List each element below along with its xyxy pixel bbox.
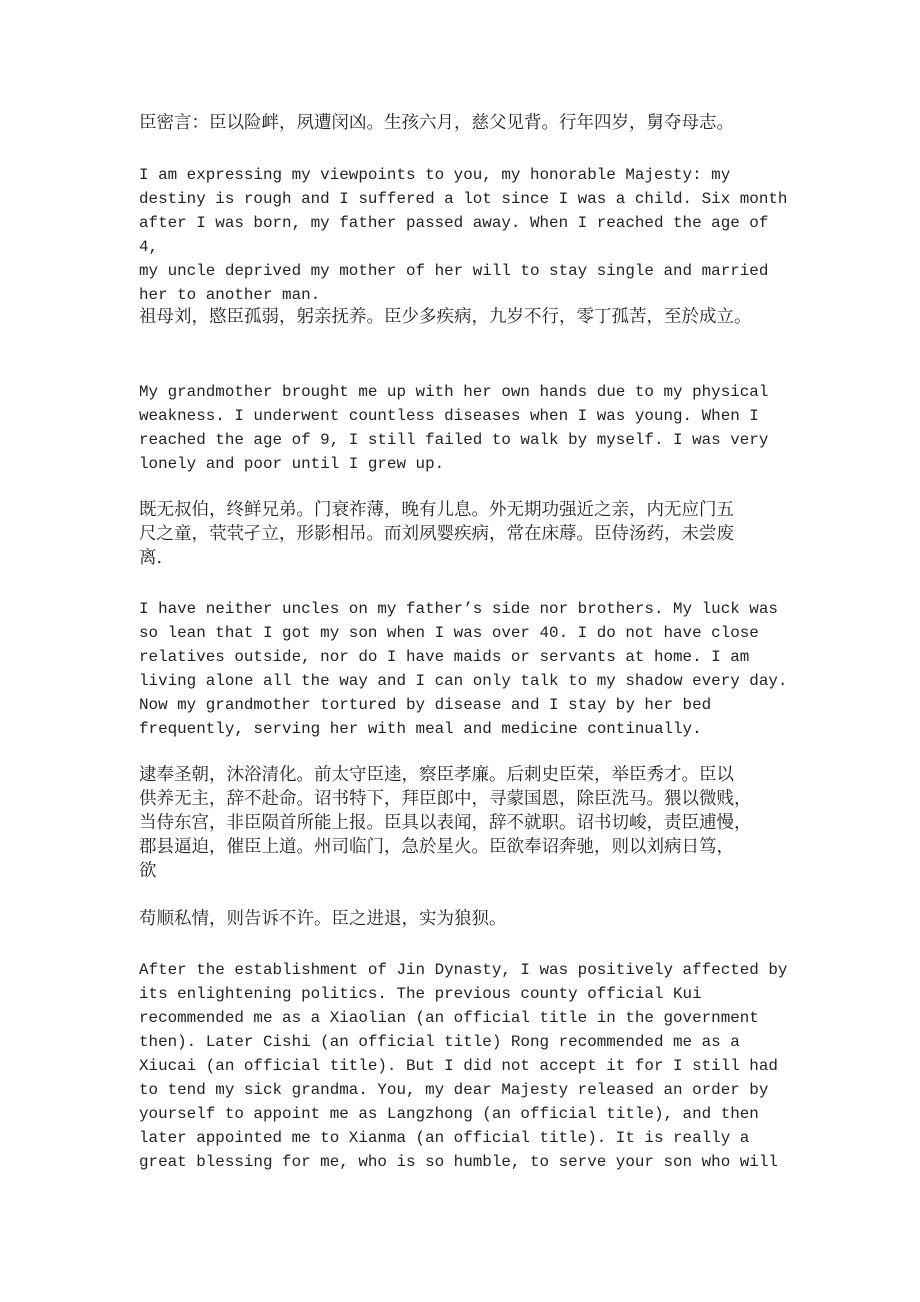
- paragraph-en-2: My grandmother brought me up with her own hands due to my physical weakness. I underwent countless diseases when I was young. When I reached the age of 9, I still failed to walk by myself. I was very lonely and poor until I grew up.: [139, 383, 769, 473]
- paragraph-en-3: I have neither uncles on my father’s side nor brothers. My luck was so lean that I got my son when I was over 40. I do not have close relatives outside, nor do I have maids or servants at home. I am living alone all the way and I can only talk to my shadow every day. Now my grandmother tortured by disease and I stay by her bed frequently, serving her with meal and medicine continually.: [139, 600, 788, 738]
- paragraph-en-4: After the establishment of Jin Dynasty, I was positively affected by its enlightening politics. The previous county official Kui recommended me as a Xiaolian (an official title in the government then). Later Cishi (an official title) Rong recommended me as a Xiucai (an official title). But I did not accept it for I still had to tend my sick grandma. You, my dear Majesty released an order by yourself to appoint me as Langzhong (an official title), and then later appointed me to Xianma (an official title). It is really a great blessing for me, who is so humble, to serve your son who will: [139, 961, 788, 1171]
- paragraph-en-1: I am expressing my viewpoints to you, my honorable Majesty: my destiny is rough and I suffered a lot since I was a child. Six month after I was born, my father passed away. When I reached the age of 4, my uncle deprived my mother of her will to stay single and married her to another man.: [139, 166, 788, 304]
- paragraph-zh-5: 苟顺私情，则告诉不许。臣之进退，实为狼狈。: [139, 909, 507, 929]
- paragraph-zh-3: 既无叔伯，终鲜兄弟。门衰祚薄，晚有儿息。外无期功强近之亲，内无应门五 尺之童，茕茕孑立，形影相吊。而刘夙婴疾病，常在床蓐。臣侍汤药，未尝废 离.: [139, 500, 734, 568]
- paragraph-zh-2: 祖母刘，愍臣孤弱，躬亲抚养。臣少多疾病，九岁不行，零丁孤苦，至於成立。: [139, 307, 752, 327]
- paragraph-zh-1: 臣密言：臣以险衅，夙遭闵凶。生孩六月，慈父见背。行年四岁，舅夺母志。: [139, 113, 734, 133]
- paragraph-zh-4: 逮奉圣朝，沐浴清化。前太守臣逵，察臣孝廉。后刺史臣荣，举臣秀才。臣以 供养无主，辞不赴命。诏书特下，拜臣郎中，寻蒙国恩，除臣洗马。猥以微贱， 当侍东宫，非臣陨首所能上报。臣具以表闻，辞不就职。诏书切峻，责臣逋慢， 郡县逼迫，催臣上道。州司临门，急於星火。臣欲奉诏奔驰，则以刘病日笃， 欲: [139, 765, 752, 881]
